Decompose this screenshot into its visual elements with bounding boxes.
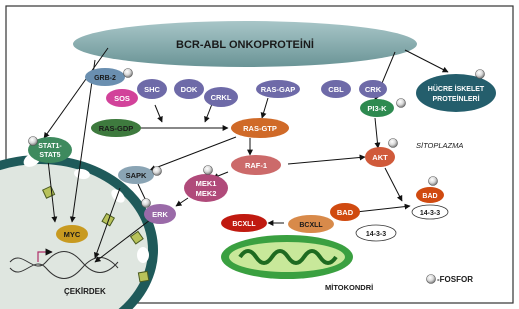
- cekirdek-label: ÇEKİRDEK: [64, 287, 106, 296]
- mek-label-line1: MEK1: [195, 179, 217, 188]
- grb2-label: GRB-2: [94, 75, 116, 82]
- rasgap-label: RAS-GAP: [260, 85, 296, 94]
- rasgdp-label: RAS-GDP: [98, 124, 134, 133]
- p1433-right-label: 14-3-3: [419, 210, 441, 217]
- bcxll-dark-label: BCXLL: [232, 221, 256, 228]
- phosphate-icon: [397, 99, 406, 108]
- phosphate-icon: [153, 167, 162, 176]
- bcxll-label: BCXLL: [299, 222, 323, 229]
- akt-label: AKT: [372, 153, 388, 162]
- hucre-label-line2: PROTEİNLERİ: [432, 96, 480, 103]
- bad-mid-label: BAD: [336, 208, 354, 217]
- hucre-label-line1: HÜCRE İSKELET: [427, 86, 485, 93]
- cbl-label: CBL: [328, 85, 344, 94]
- mitokondri-label: MİTOKONDRİ: [325, 283, 374, 292]
- stat-label-line2: STAT5: [39, 152, 61, 159]
- sapk-label: SAPK: [125, 171, 147, 180]
- myc-label: MYC: [63, 230, 81, 239]
- phosphate-legend-icon: [427, 275, 436, 284]
- sos-label: SOS: [114, 94, 130, 103]
- shc-label: SHC: [144, 85, 160, 94]
- dok-label: DOK: [180, 85, 198, 94]
- sitoplazma-label: SİTOPLAZMA: [416, 141, 464, 150]
- mek-label-line2: MEK2: [195, 189, 217, 198]
- phosphate-icon: [204, 166, 213, 175]
- p1433-bottom-label: 14-3-3: [365, 231, 387, 238]
- cytoskeleton-proteins-node[interactable]: [416, 74, 496, 112]
- raf1-label: RAF-1: [244, 161, 268, 170]
- fosfor-legend-label: -FOSFOR: [437, 275, 473, 284]
- title-text: BCR-ABL ONKOPROTEİNİ: [176, 39, 314, 51]
- mitochondrion: [221, 235, 353, 279]
- phosphate-icon: [29, 137, 38, 146]
- rasgtp-label: RAS-GTP: [243, 124, 277, 133]
- phosphate-icon: [124, 69, 133, 78]
- erk-label: ERK: [152, 210, 168, 219]
- phosphate-icon: [429, 177, 438, 186]
- phosphate-icon: [389, 139, 398, 148]
- crkl-label: CRKL: [210, 93, 232, 102]
- pi3k-label: PI3-K: [367, 104, 387, 113]
- crk-label: CRK: [364, 85, 382, 94]
- phosphate-icon: [142, 199, 151, 208]
- phosphate-icon: [476, 70, 485, 79]
- stat-label-line1: STAT1-: [38, 143, 62, 150]
- bad-right-label: BAD: [422, 193, 438, 200]
